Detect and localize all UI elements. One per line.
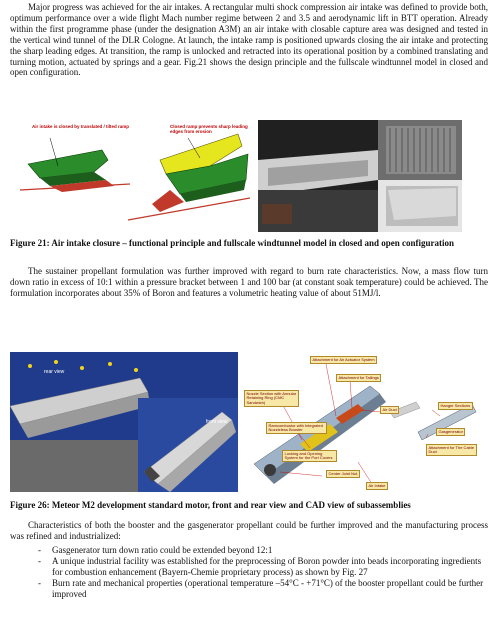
label-attachment-air-actuator: Attachment for Air Actuator System <box>310 356 377 364</box>
label-front-view: front view <box>206 419 228 425</box>
list-dash: - <box>38 555 41 566</box>
label-center-joint: Center Joint Nut <box>326 470 360 478</box>
label-air-duct: Air Duct <box>380 406 399 414</box>
paragraph-air-intakes: Major progress was achieved for the air intakes. A rectangular multi shock compression air intake was defined to provide both, optimum performance over a wide flight Mach number regime between 2 and 3.5 and aerodynamic lift in BTT operation. Already within the first programme phase (under the designation A3M) an air intake with closable capture area was designed and tested in the vertical wind tunnel of the DLR Cologne. At launch, the intake ramp is positioned upwards closing the air intake and protecting the sharp leading edges. At transition, the ramp is unlocked and retracted into its operational position by a combined translating and turning motion, actuated by springs and a gear. Fig.21 shows the design principle and the fullscale windtunnel model in closed and open configuration. <box>10 2 488 78</box>
improvements-list <box>10 545 488 600</box>
paragraph-sustainer-propellant: The sustainer propellant formulation was further improved with regard to burn rate characteristics. Now, a mass flow turn down ratio in excess of 10:1 within a pressure bracket between 1 and 100 bar (at constant soak temperature) could be achieved. The formulation incorporates about 35% of Boron and features a volumetric heating value of about 51MJ/l. <box>10 266 488 298</box>
list-dash: - <box>38 545 41 555</box>
list-item-text: Gasgenerator turn down ratio could be extended beyond 12:1 <box>52 545 273 555</box>
label-gasgenerator: Gasgenerator <box>436 428 465 436</box>
windtunnel-photo-drawing <box>258 120 462 232</box>
label-intake-closed: Air intake is closed by translated / tilted ramp <box>32 124 130 129</box>
label-hanger-sections: Hanger Sections <box>438 402 473 410</box>
paragraph-booster-gasgenerator: Characteristics of both the booster and the gasgenerator propellant could be further improved and the manufacturing process was refined and industrialized: <box>10 520 488 541</box>
list-item <box>10 578 488 600</box>
figure-21-schematic <box>10 120 250 232</box>
label-attachment-tailings: Attachment for Tailings <box>336 374 381 382</box>
label-locking-opening: Locking and Opening System for the Port Covers <box>282 450 337 462</box>
figure-21-windtunnel-photo <box>258 120 462 232</box>
figure-26-cad-view <box>240 352 478 492</box>
label-closed-ramp: Closed ramp prevents sharp leading edges from erosion <box>170 124 248 134</box>
intake-schematic-drawing <box>10 120 250 232</box>
label-ramcombustor: Ramcombustor with Integrated Nozzleless Booster <box>266 422 327 434</box>
label-rear-view: rear view <box>44 369 65 375</box>
label-nozzle-section: Nozzle Section with Annular Retaining Ring (CMC Sandwich) <box>244 390 299 407</box>
list-item <box>10 556 488 578</box>
figure-26-photos <box>10 352 238 492</box>
figure-21-caption: Figure 21: Air intake closure – functional principle and fullscale windtunnel model in closed and open configuration <box>10 238 455 248</box>
list-item <box>10 545 488 556</box>
label-air-intake: Air Intake <box>366 482 388 490</box>
figure-26-caption: Figure 26: Meteor M2 development standard motor, front and rear view and CAD view of subassemblies <box>10 500 411 510</box>
list-item-text: Burn rate and mechanical properties (operational temperature –54°C - +71°C) of the booster propellant could be further improved <box>52 577 484 599</box>
label-attachment-cable-duct: Attachment for The Cable Duct <box>426 444 477 456</box>
list-item-text: A unique industrial facility was established for the preprocessing of Boron powder into beads incorporating ingredients for combustion enhancement (Bayern-Chemie proprietary process) as shown by Fig. 27 <box>52 555 482 577</box>
list-dash: - <box>38 577 41 588</box>
